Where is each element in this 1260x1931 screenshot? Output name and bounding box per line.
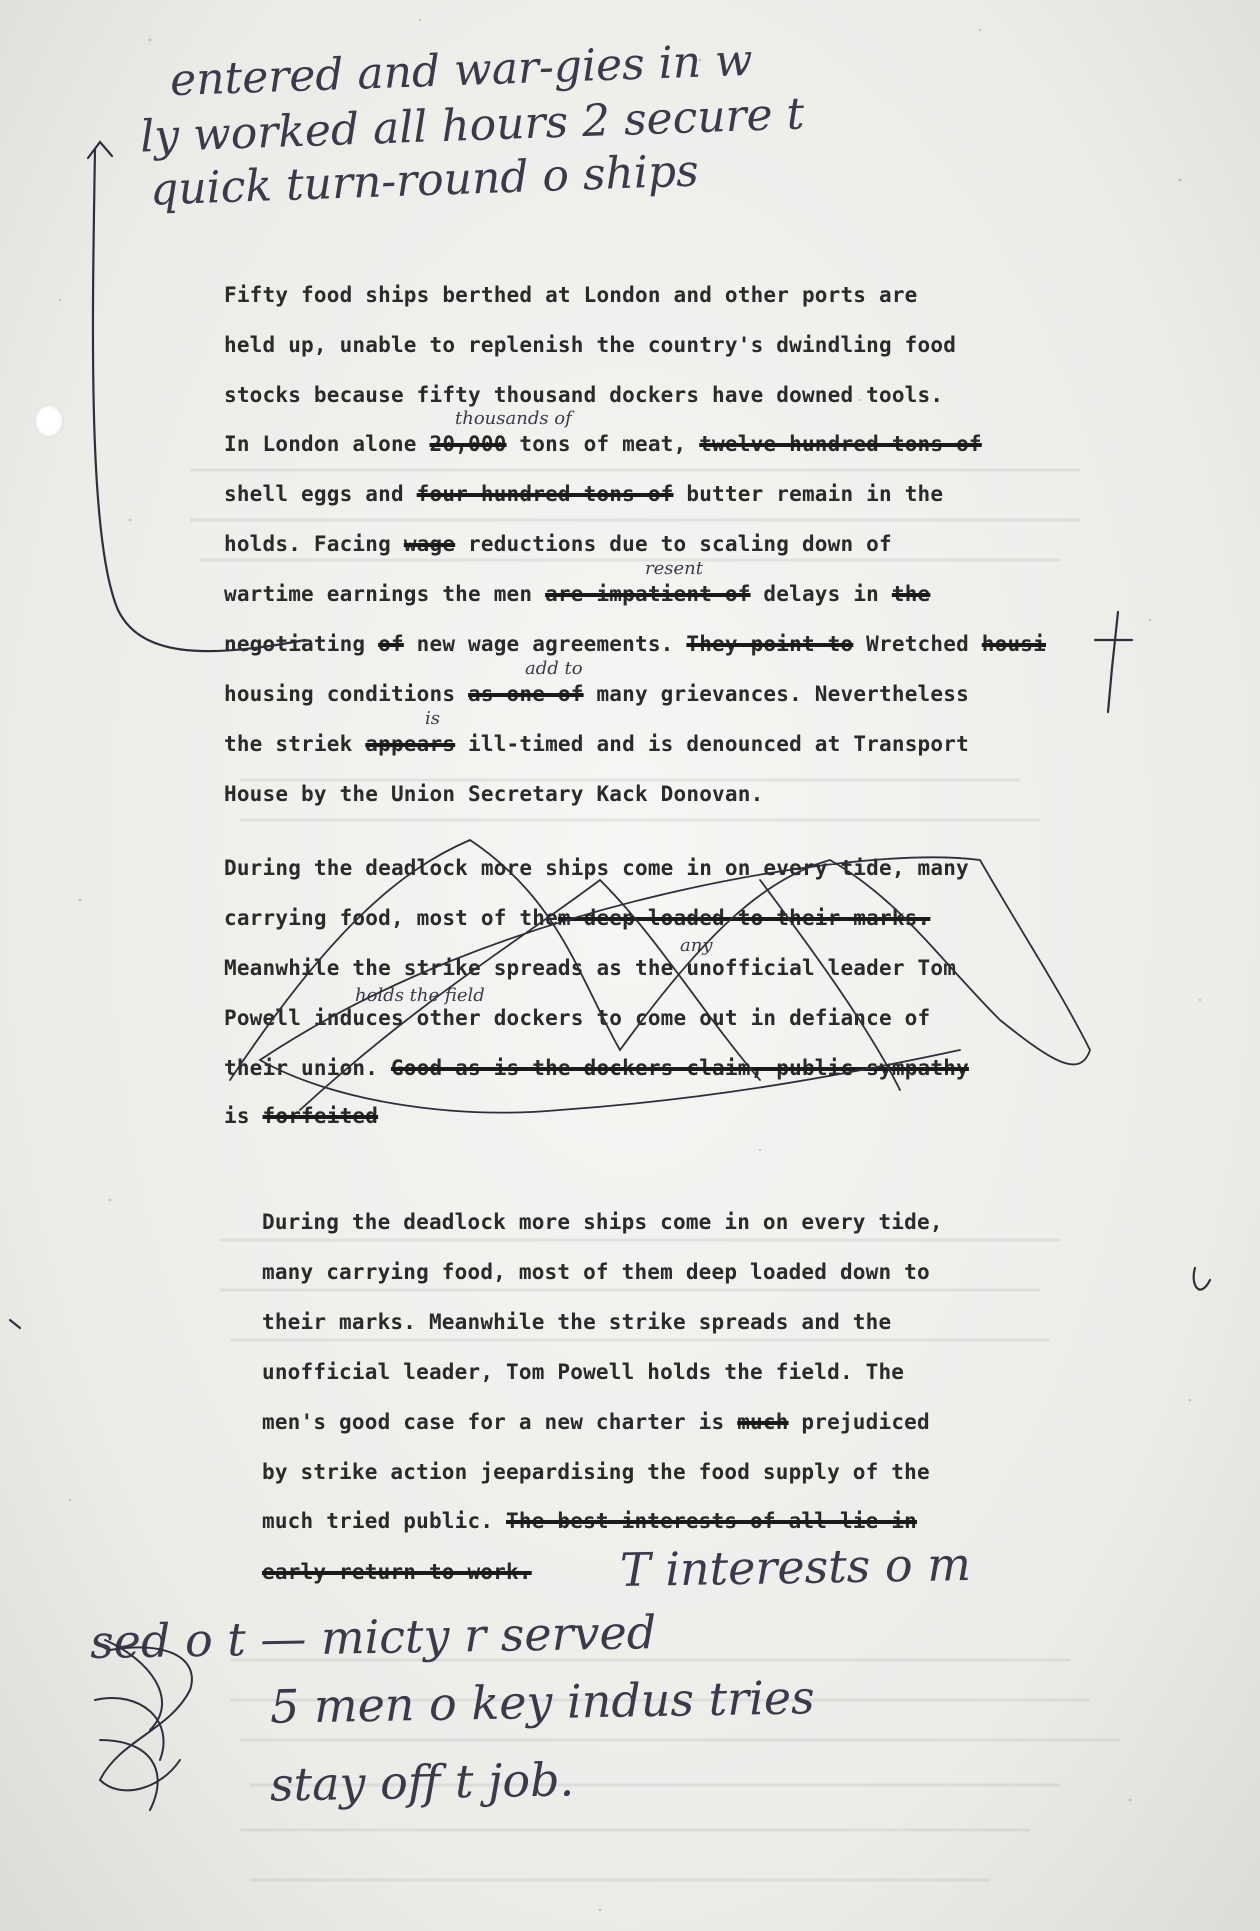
p1-line-6-text-a: holds. Facing [224,532,404,556]
p1-line-8-text-a: negotiating [224,632,379,656]
p1-line-9-text-b: many grievances. Nevertheless [583,682,969,706]
p1-line-5-text-a: shell eggs and [224,482,417,506]
insertion-arrow [93,150,305,651]
p1-line-2: held up, unable to replenish the country's dwindling food [224,333,957,357]
p2-line-2-text-a: carrying food, most of the [224,906,558,930]
handwritten-bottom-line-2: sed o t — micty r served [89,1605,657,1669]
p1-line-7-struck-2: the [891,582,931,606]
p3-line-6: by strike action jeepardising the food supply of the [262,1460,930,1484]
p2-line-6-struck: forfeited [262,1104,379,1128]
p3-line-1: During the deadlock more ships come in on every tide, [262,1210,943,1234]
p1-line-6-text-b: reductions due to scaling down of [455,532,892,556]
p3-line-7-struck: The best interests of all lie in [506,1509,918,1533]
p1-line-5-text-b: butter remain in the [673,482,944,506]
p1-line-10-text-b: ill-timed and is denounced at Transport [455,732,969,756]
handwritten-bottom-line-4: stay off t job. [269,1752,575,1812]
scribble-paragraph-2 [230,840,1090,1113]
insertion-arrow-head [88,142,112,158]
p1-line-8-struck-2: They point to [686,632,854,656]
p2-line-2-struck: m deep loaded to their marks. [557,906,931,930]
p3-line-5-text-a: men's good case for a new charter is [262,1410,738,1434]
insert-resent: resent [645,558,703,579]
p2-line-1: During the deadlock more ships come in on every tide, many [224,856,969,880]
p3-line-5-struck: much [737,1410,789,1434]
scribble-bottom-left [95,1640,192,1810]
p1-line-3: stocks because fifty thousand dockers have downed tools. [224,383,944,407]
p1-line-11: House by the Union Secretary Kack Donovan. [224,782,764,806]
p1-line-4-struck-1: 20,000 [429,432,507,456]
p2-line-5-struck: Good as is the dockers claim, public sympathy [390,1056,969,1080]
p3-line-5-text-b: prejudiced [788,1410,930,1434]
p2-line-5-text-a: their union. [224,1056,391,1080]
p2-line-3: Meanwhile the strike spreads as the unofficial leader Tom [224,956,957,980]
p1-line-9-text-a: housing conditions [224,682,469,706]
p1-line-5-struck: four hundred tons of [416,482,674,506]
p1-line-10-text-a: the striek [224,732,366,756]
handwritten-line-3: quick turn-round o ships [149,145,700,216]
p1-line-10-struck: appears [365,732,456,756]
p3-line-4: unofficial leader, Tom Powell holds the field. The [262,1360,905,1384]
p2-line-6-text-a: is [224,1104,263,1128]
insert-thousands-of: thousands of [455,408,572,429]
handwritten-line-2: ly worked all hours 2 secure t [139,88,806,163]
p1-line-7-struck: are impatient of [545,582,751,606]
handwritten-bottom-line-3: 5 men o key indus tries [269,1670,816,1734]
p3-line-2: many carrying food, most of them deep loaded down to [262,1260,930,1284]
p1-line-7-text-b: delays in [750,582,892,606]
p1-line-8-struck-3: housi [981,632,1046,656]
p3-line-7-text-a: much tried public. [262,1509,507,1533]
insert-any: any [680,935,713,956]
p1-line-8-text-c: Wretched [853,632,982,656]
p2-line-4: Powell induces other dockers to come out in defiance of [224,1006,931,1030]
margin-bracket [1108,612,1118,712]
p1-line-8-struck: of [378,632,404,656]
p1-line-4-struck-2: twelve hundred tons of [699,432,982,456]
p1-line-1: Fifty food ships berthed at London and other ports are [224,283,918,307]
p1-line-4-text-b: tons of meat, [506,432,700,456]
p1-line-4-text-a: In London alone [224,432,430,456]
p1-line-6-struck: wage [403,532,456,556]
insert-holds-the-field: holds the field [355,985,485,1006]
handwritten-bottom-line-1: T interests o m [619,1536,972,1598]
p3-line-3: their marks. Meanwhile the strike spreads and the [262,1310,892,1334]
p1-line-8-text-b: new wage agreements. [403,632,687,656]
p1-line-9-struck: as one of [468,682,584,706]
handwritten-line-1: entered and war-gies in w [169,34,754,107]
p1-line-7-text-a: wartime earnings the men [224,582,546,606]
insert-add-to: add to [525,658,583,679]
p3-line-8-struck: early return to work. [262,1560,532,1584]
insert-is: is [425,708,440,729]
